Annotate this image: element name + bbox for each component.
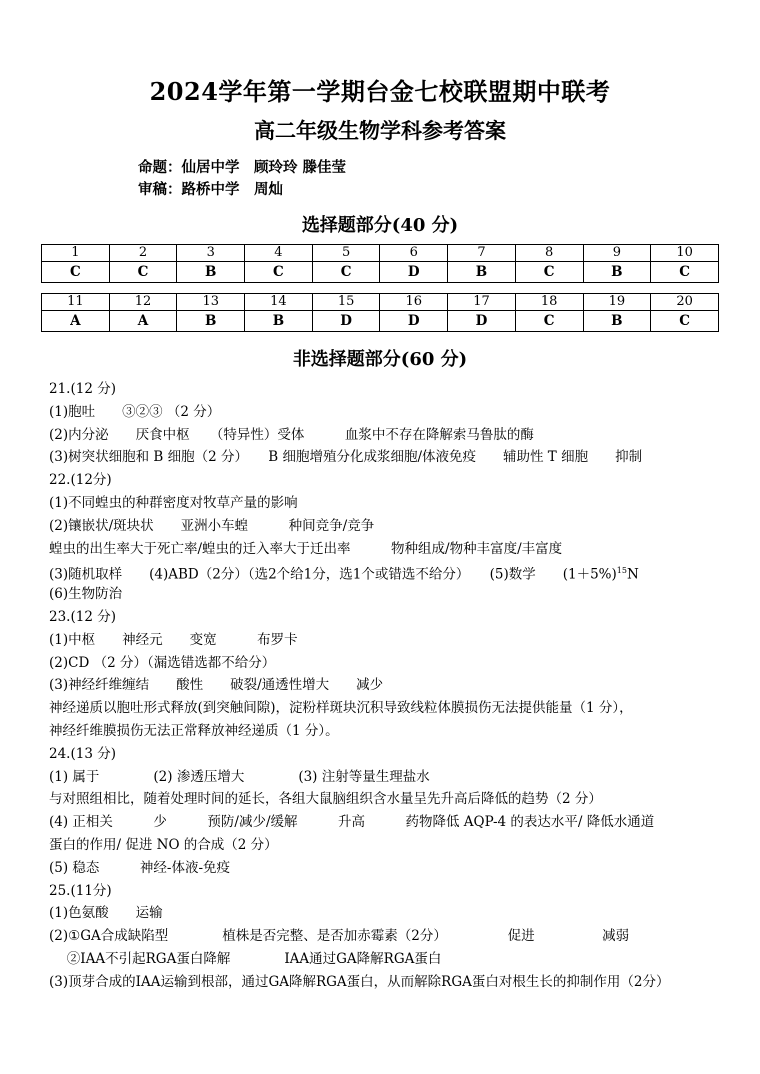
question-number: 4 xyxy=(245,245,313,262)
answer-line-with-formula xyxy=(49,560,749,583)
answer-line: (5) 稳态 神经-体液-免疫 xyxy=(49,859,231,876)
answer-line: ②IAA不引起RGA蛋白降解 IAA通过GA降解RGA蛋白 xyxy=(49,950,442,967)
question-number: 17 xyxy=(448,294,516,311)
question-number: 5 xyxy=(312,245,380,262)
answer-cell: B xyxy=(583,311,651,332)
answer-cell: D xyxy=(380,311,448,332)
answer-line: (1)色氨酸 运输 xyxy=(49,905,163,922)
answer-cell: C xyxy=(651,311,719,332)
isotope-superscript: 15 xyxy=(616,566,627,576)
question-number-row xyxy=(42,294,719,311)
question-number: 13 xyxy=(177,294,245,311)
answer-table xyxy=(41,244,719,332)
question-number-row xyxy=(42,245,719,262)
answer-line: (3)神经纤维缠结 酸性 破裂/通透性增大 减少 xyxy=(49,677,384,694)
answer-line: 神经递质以胞吐形式释放(到突触间隙)，淀粉样斑块沉积导致线粒体膜损伤无法提供能量（1 分）， xyxy=(49,700,633,717)
section-heading-choice: 选择题部分(40 分) xyxy=(301,215,459,236)
answer-line: (6)生物防治 xyxy=(49,586,123,603)
reviewer-names: 路桥中学 周灿 xyxy=(181,181,283,198)
answer-cell: B xyxy=(448,262,516,283)
answer-cell: D xyxy=(312,311,380,332)
answer-cell: A xyxy=(109,311,177,332)
question-number: 1 xyxy=(42,245,110,262)
question-number: 11 xyxy=(42,294,110,311)
answer-cell: D xyxy=(448,311,516,332)
answer-line: 蛋白的作用/ 促进 NO 的合成（2 分） xyxy=(49,836,278,853)
answer-line: (3)顶芽合成的IAA运输到根部，通过GA降解RGA蛋白，从而解除RGA蛋白对根生长的抑制作用（2分） xyxy=(49,973,670,990)
answer-cell: C xyxy=(109,262,177,283)
question-heading: 22.(12分) xyxy=(49,472,112,489)
question-number: 18 xyxy=(515,294,583,311)
answer-line: (1)胞吐 ③②③ （2 分） xyxy=(49,403,221,420)
question-number: 3 xyxy=(177,245,245,262)
answer-line: (4) 正相关 少 预防/减少/缓解 升高 药物降低 AQP-4 的表达水平/ 降低水通道 xyxy=(49,814,655,831)
question-heading: 25.(11分) xyxy=(49,882,112,899)
question-heading: 24.(13 分) xyxy=(49,745,116,762)
answer-line: (1)中枢 神经元 变宽 布罗卡 xyxy=(49,631,298,648)
answer-line: (1)不同蝗虫的种群密度对牧草产量的影响 xyxy=(49,494,298,511)
page-title: 2024学年第一学期台金七校联盟期中联考 xyxy=(149,77,611,106)
answer-cell: D xyxy=(380,262,448,283)
answer-cell: C xyxy=(245,262,313,283)
answer-cell: C xyxy=(312,262,380,283)
reviewer-label: 审稿： xyxy=(138,181,182,198)
question-heading: 23.(12 分) xyxy=(49,608,116,625)
question-number: 9 xyxy=(583,245,651,262)
answer-row xyxy=(42,311,719,332)
answer-cell: C xyxy=(651,262,719,283)
answer-cell: B xyxy=(245,311,313,332)
reviewer-line xyxy=(138,178,283,199)
question-number: 16 xyxy=(380,294,448,311)
answer-cell: B xyxy=(177,262,245,283)
author-names: 仙居中学 顾玲玲 滕佳莹 xyxy=(181,159,347,176)
question-heading: 21.(12 分) xyxy=(49,381,116,397)
question-number: 20 xyxy=(651,294,719,311)
question-number: 19 xyxy=(583,294,651,311)
question-number: 8 xyxy=(515,245,583,262)
formula-variable: N xyxy=(626,566,639,583)
question-number: 2 xyxy=(109,245,177,262)
answer-line: (1) 属于 (2) 渗透压增大 (3) 注射等量生理盐水 xyxy=(49,768,430,785)
answer-cell: C xyxy=(515,311,583,332)
question-number: 10 xyxy=(651,245,719,262)
table-spacer xyxy=(42,283,719,294)
page-subtitle: 高二年级生物学科参考答案 xyxy=(254,118,506,143)
section-heading-nonchoice: 非选择题部分(60 分) xyxy=(292,349,468,370)
answer-cell: B xyxy=(177,311,245,332)
question-number: 6 xyxy=(380,245,448,262)
author-line xyxy=(138,156,346,177)
table-spacer-row xyxy=(42,283,719,294)
answer-cell: B xyxy=(583,262,651,283)
answer-line: (2)镶嵌状/斑块状 亚洲小车蝗 种间竞争/竞争 xyxy=(49,517,375,534)
answer-cell: A xyxy=(42,311,110,332)
answer-line: 与对照组相比，随着处理时间的延长，各组大鼠脑组织含水量呈先升高后降低的趋势（2 分） xyxy=(49,791,602,808)
answer-row xyxy=(42,262,719,283)
answer-line: (2)①GA合成缺陷型 植株是否完整、是否加赤霉素（2分） 促进 减弱 xyxy=(49,928,630,945)
answer-line: (2)CD （2 分）（漏选错选都不给分） xyxy=(49,654,276,671)
answer-cell: C xyxy=(515,262,583,283)
answer-body xyxy=(49,378,749,994)
question-number: 7 xyxy=(448,245,516,262)
answer-cell: C xyxy=(42,262,110,283)
answer-line: 神经纤维膜损伤无法正常释放神经递质（1 分）。 xyxy=(49,722,339,739)
answer-line-text: (3)随机取样 (4)ABD（2分）（选2个给1分，选1个或错选不给分） (5)数学 (1＋5%) xyxy=(49,566,617,583)
answer-line: 蝗虫的出生率大于死亡率/蝗虫的迁入率大于迁出率 物种组成/物种丰富度/丰富度 xyxy=(49,540,563,557)
question-number: 14 xyxy=(245,294,313,311)
question-number: 15 xyxy=(312,294,380,311)
answer-line: (2)内分泌 厌食中枢 （特异性）受体 血浆中不存在降解索马鲁肽的酶 xyxy=(49,426,534,443)
author-label: 命题： xyxy=(138,159,182,176)
answer-line: (3)树突状细胞和 B 细胞（2 分） B 细胞增殖分化成浆细胞/体液免疫 辅助性 T 细胞 抑制 xyxy=(49,449,643,466)
question-number: 12 xyxy=(109,294,177,311)
